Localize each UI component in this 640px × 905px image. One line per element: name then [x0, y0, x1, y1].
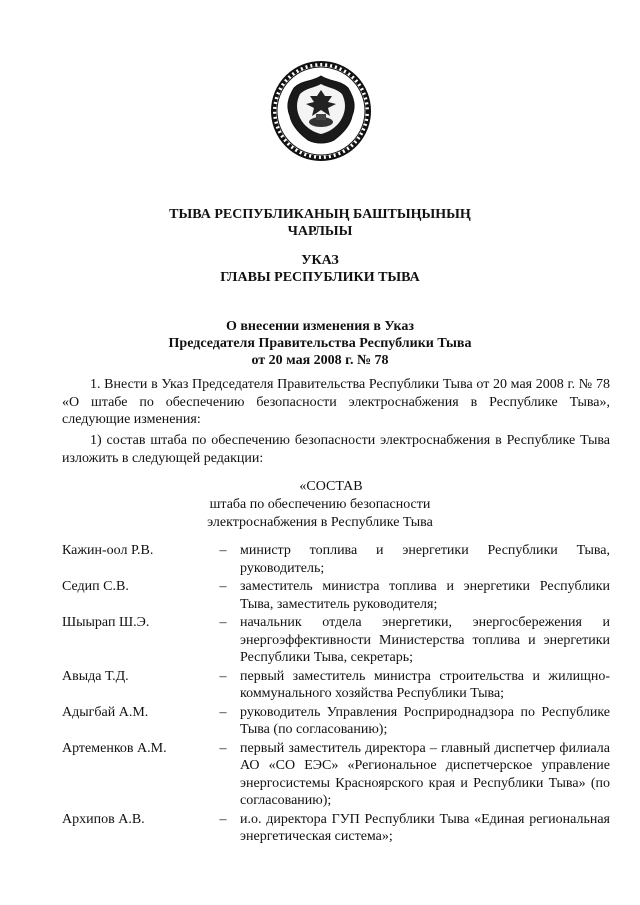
- member-row: [62, 542, 610, 577]
- header-glavy: ГЛАВЫ РЕСПУБЛИКИ ТЫВА: [220, 270, 420, 285]
- sostav-word: «СОСТАВ: [299, 479, 363, 494]
- member-name: Артеменков А.М.: [62, 740, 167, 756]
- title-line2: Председателя Правительства Республики Тыва: [168, 336, 472, 351]
- member-name: Кажин-оол Р.В.: [62, 543, 154, 558]
- member-dash: –: [219, 579, 227, 594]
- member-name: Архипов А.В.: [62, 811, 145, 827]
- coat-of-arms-emblem: [270, 60, 372, 162]
- member-dash: –: [219, 615, 227, 630]
- member-position: первый заместитель директора – главный диспетчер филиала АО «СО ЕЭС» «Региональное диспетчерское управление энергосистемы Красноярского края и Республики Тыва» (по согласованию);: [240, 740, 610, 808]
- sostav-heading: [60, 478, 580, 532]
- member-row: [62, 668, 610, 703]
- member-row: [62, 704, 610, 739]
- header-tyva-line2: ЧАРЛЫЫ: [287, 224, 353, 239]
- member-name: Авыда Т.Д.: [62, 668, 129, 684]
- member-position: начальник отдела энергетики, энергосбережения и энергоэффективности Министерства топлива и энергетики Республики Тыва, секретарь;: [240, 615, 610, 665]
- header-tyva-block: [60, 206, 580, 240]
- member-dash: –: [219, 740, 227, 756]
- header-ukaz-block: [60, 252, 580, 286]
- member-row: [62, 578, 610, 613]
- member-row: [62, 811, 610, 846]
- member-position: заместитель министра топлива и энергетики Республики Тыва, заместитель руководителя;: [240, 579, 610, 612]
- member-position: и.о. директора ГУП Республики Тыва «Единая региональная энергетическая система»;: [240, 811, 610, 844]
- member-dash: –: [219, 704, 227, 720]
- member-name: Шыырап Ш.Э.: [62, 615, 150, 630]
- member-name: Седип С.В.: [62, 579, 129, 594]
- member-name: Адыгбай А.М.: [62, 704, 149, 720]
- sostav-line3: электроснабжения в Республике Тыва: [207, 515, 433, 530]
- sostav-line2: штаба по обеспечению безопасности: [209, 497, 431, 512]
- header-tyva-line1: ТЫВА РЕСПУБЛИКАНЫҢ БАШТЫҢЫНЫҢ: [169, 207, 471, 222]
- document-title: [60, 318, 580, 369]
- paragraph-2-container: [62, 432, 610, 467]
- member-row: [62, 614, 610, 667]
- member-position: руководитель Управления Росприроднадзора по Республике Тыва (по согласованию);: [240, 704, 610, 737]
- member-row: [62, 740, 610, 810]
- member-dash: –: [219, 811, 227, 827]
- paragraph-1: 1. Внести в Указ Председателя Правительства Республики Тыва от 20 мая 2008 г. № 78 «О штабе по обеспечению безопасности электроснабжения в Республике Тыва», следующие изменения:: [62, 377, 610, 427]
- member-position: первый заместитель министра строительства и жилищно-коммунального хозяйства Республики Тыва;: [240, 668, 610, 701]
- header-ukaz: УКАЗ: [301, 253, 339, 268]
- member-dash: –: [219, 543, 227, 558]
- title-line1: О внесении изменения в Указ: [225, 319, 415, 334]
- member-position: министр топлива и энергетики Республики Тыва, руководитель;: [240, 543, 610, 576]
- title-line3: от 20 мая 2008 г. № 78: [251, 353, 389, 368]
- member-dash: –: [219, 668, 227, 684]
- members-list: [62, 542, 610, 847]
- paragraph-1-container: [62, 376, 610, 429]
- paragraph-2: 1) состав штаба по обеспечению безопасности электроснабжения в Республике Тыва изложить в следующей редакции:: [62, 433, 610, 466]
